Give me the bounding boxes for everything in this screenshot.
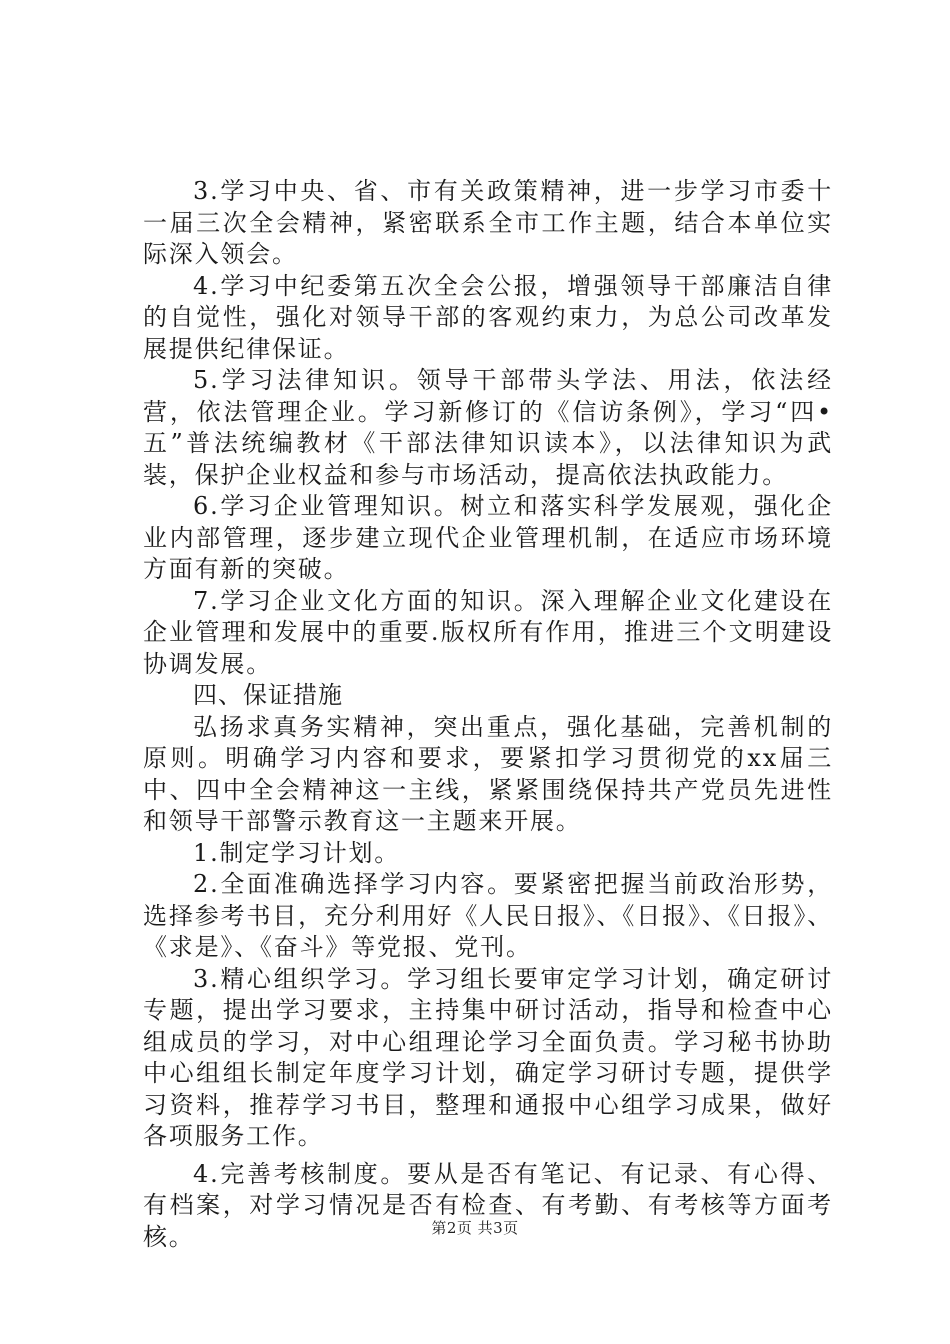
paragraph-study-policy: 3.学习中央、省、市有关政策精神，进一步学习市委十一届三次全会精神，紧密联系全市工作主题，结合本单位实际深入领会。 — [143, 177, 833, 268]
paragraph-study-law: 5.学习法律知识。领导干部带头学法、用法，依法经营，依法管理企业。学习新修订的《信访条例》，学习“四•五”普法统编教材《干部法律知识读本》，以法律知识为武装，保护企业权益和参与市场活动，提高依法执政能力。 — [143, 366, 833, 489]
paragraph-measure-content: 2.全面准确选择学习内容。要紧密把握当前政治形势，选择参考书目，充分利用好《人民日报》、《日报》、《日报》、《求是》、《奋斗》等党报、党刊。 — [143, 870, 833, 961]
paragraph-measures-intro: 弘扬求真务实精神，突出重点，强化基础，完善机制的原则。明确学习内容和要求，要紧扣学习贯彻党的xx届三中、四中全会精神这一主线，紧紧围绕保持共产党员先进性和领导干部警示教育这一主题来开展。 — [143, 712, 833, 835]
paragraph-study-bulletin: 4.学习中纪委第五次全会公报，增强领导干部廉洁自律的自觉性，强化对领导干部的客观约束力，为总公司改革发展提供纪律保证。 — [143, 271, 833, 363]
page-footer — [0, 1217, 950, 1238]
paragraph-study-culture: 7.学习企业文化方面的知识。深入理解企业文化建设在企业管理和发展中的重要.版权所有作用，推进三个文明建设协调发展。 — [143, 586, 833, 678]
section-heading-measures: 四、保证措施 — [193, 681, 343, 709]
paragraph-measure-plan: 1.制定学习计划。 — [193, 838, 401, 867]
paragraph-measure-assessment: 4.完善考核制度。要从是否有笔记、有记录、有心得、有档案，对学习情况是否有检查、有考勤、有考核等方面考核。 — [143, 1159, 833, 1251]
paragraph-measure-organize: 3.精心组织学习。学习组长要审定学习计划，确定研讨专题，提出学习要求，主持集中研讨活动，指导和检查中心组成员的学习，对中心组理论学习全面负责。学习秘书协助中心组组长制定年度学习计划，确定学习研讨专题，提供学习资料，推荐学习书目，整理和通报中心组学习成果，做好各项服务工作。 — [143, 964, 833, 1150]
paragraph-study-management: 6.学习企业管理知识。树立和落实科学发展观，强化企业内部管理，逐步建立现代企业管理机制，在适应市场环境方面有新的突破。 — [143, 492, 833, 583]
document-body — [143, 176, 833, 1253]
page-number-label: 第2页 共3页 — [431, 1219, 519, 1237]
